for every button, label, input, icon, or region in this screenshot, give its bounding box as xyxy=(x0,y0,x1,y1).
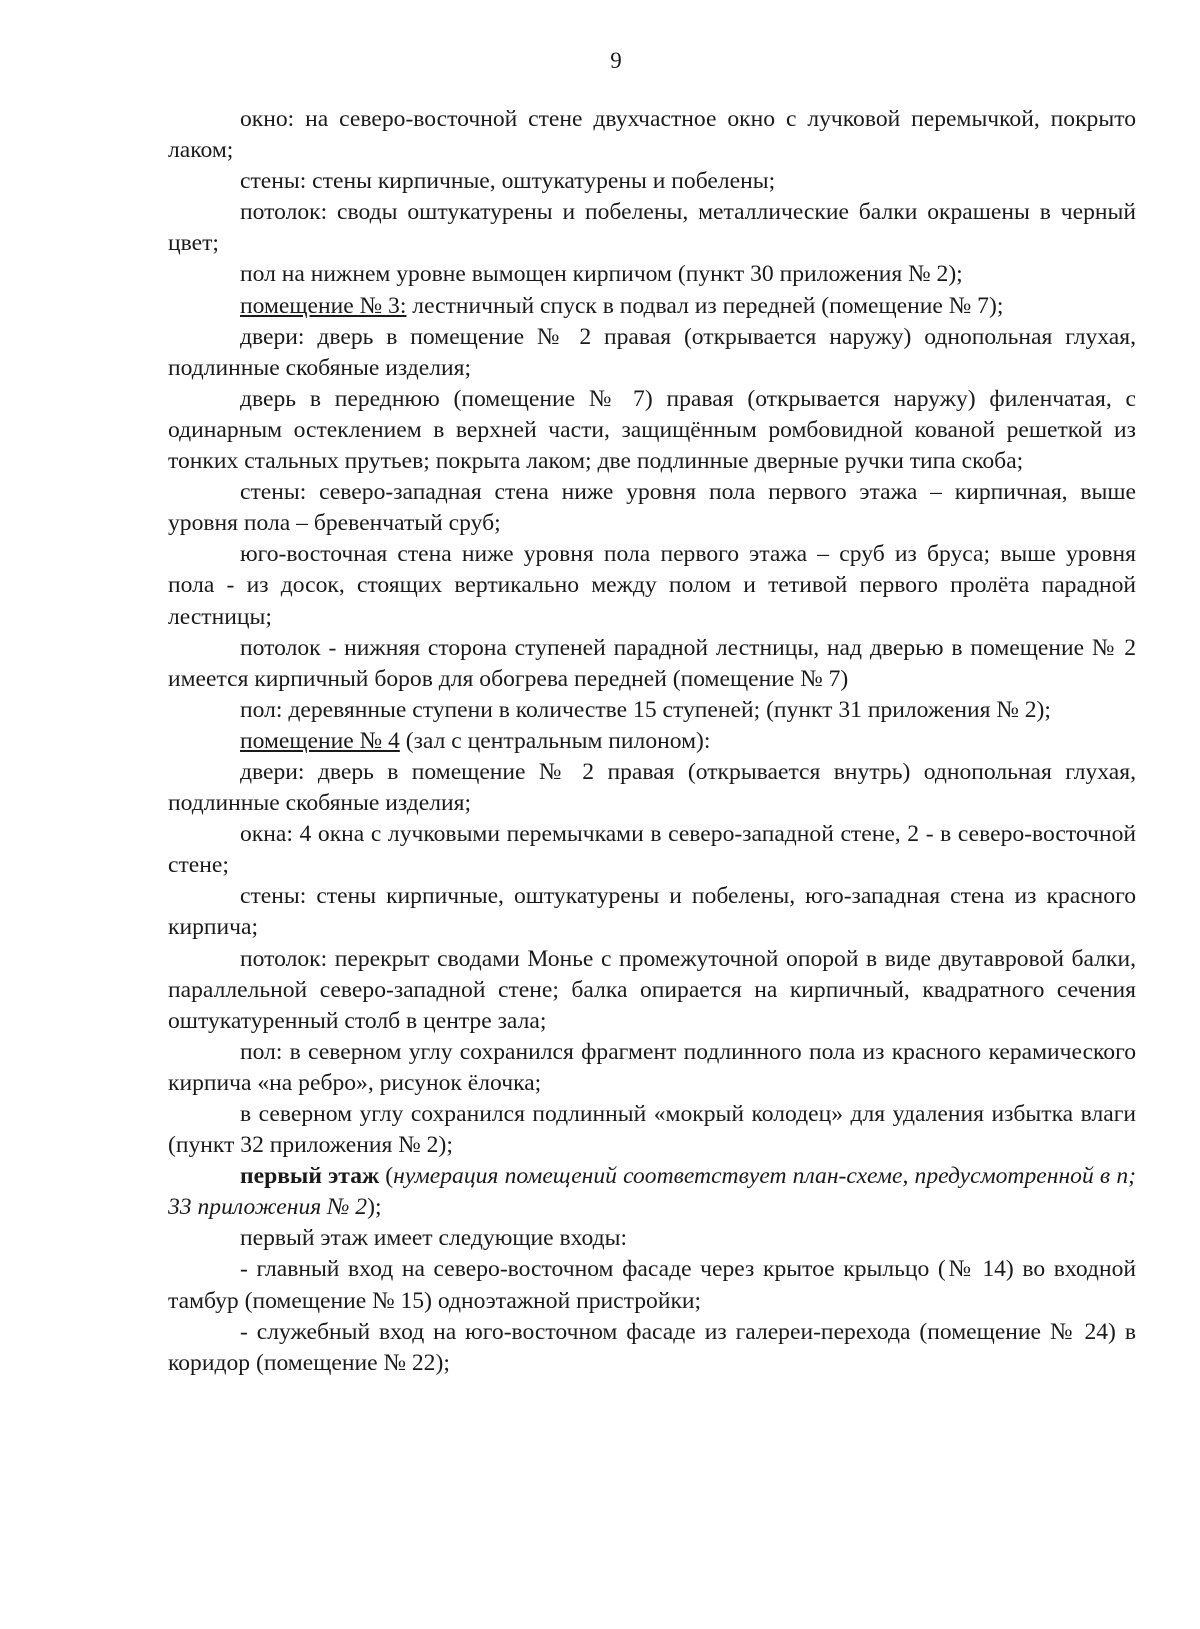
section-paragraph: помещение № 4 (зал с центральным пилоном): xyxy=(240,727,711,754)
paragraph: потолок - нижняя сторона ступеней парадной лестницы, над дверью в помещение № 2 имеется кирпичный боров для обогрева передней (помещение № 7) xyxy=(168,634,1136,692)
section-paragraph: помещение № 3: лестничный спуск в подвал из передней (помещение № 7); xyxy=(240,292,1004,319)
paragraph: пол: в северном углу сохранился фрагмент подлинного пола из красного керамического кирпича «на ребро», рисунок ёлочка; xyxy=(168,1038,1136,1096)
paragraph: в северном углу сохранился подлинный «мокрый колодец» для удаления избытка влаги (пункт 32 приложения № 2); xyxy=(168,1101,1136,1159)
paragraph: первый этаж имеет следующие входы: xyxy=(240,1225,628,1252)
section-heading: помещение № 4 xyxy=(240,727,400,754)
paragraph: пол на нижнем уровне вымощен кирпичом (пункт 30 приложения № 2); xyxy=(240,261,963,288)
paragraph: юго-восточная стена ниже уровня пола первого этажа – сруб из бруса; выше уровня пола - из досок, стоящих вертикально между полом и тетивой первого пролёта парадной лестницы; xyxy=(168,541,1136,630)
paragraph: пол: деревянные ступени в количестве 15 ступеней; (пункт 31 приложения № 2); xyxy=(240,696,1051,723)
paragraph: окно: на северо-восточной стене двухчастное окно с лучковой перемычкой, покрыто лаком; xyxy=(168,106,1136,164)
paragraph: дверь в переднюю (помещение № 7) правая (открывается наружу) филенчатая, с одинарным остеклением в верхней части, защищённым ромбовидной кованой решеткой из тонких стальных прутьев; покрыта лаком; две подлинные дверные ручки типа скоба; xyxy=(168,385,1136,475)
document-body xyxy=(168,104,1136,1379)
paragraph: потолок: своды оштукатурены и побелены, металлические балки окрашены в черный цвет; xyxy=(168,199,1136,257)
paragraph: двери: дверь в помещение № 2 правая (открывается наружу) однопольная глухая, подлинные скобяные изделия; xyxy=(168,323,1136,381)
paragraph: стены: стены кирпичные, оштукатурены и побелены, юго-западная стена из красного кирпича; xyxy=(168,883,1136,941)
floor-note: нумерация помещений соответствует план-схеме, предусмотренной в п; 33 приложения № 2 xyxy=(168,1163,1136,1221)
floor-heading: первый этаж xyxy=(240,1163,380,1190)
section-heading: помещение № 3: xyxy=(240,292,407,319)
paragraph: стены: северо-западная стена ниже уровня пола первого этажа – кирпичная, выше уровня пола – бревенчатый сруб; xyxy=(168,479,1136,537)
paragraph: двери: дверь в помещение № 2 правая (открывается внутрь) однопольная глухая, подлинные скобяные изделия; xyxy=(168,758,1136,817)
paragraph: - главный вход на северо-восточном фасаде через крытое крыльцо (№ 14) во входной тамбур (помещение № 15) одноэтажной пристройки; xyxy=(168,1256,1136,1314)
paragraph: потолок: перекрыт сводами Монье с промежуточной опорой в виде двутавровой балки, параллельной северо-западной стене; балка опирается на кирпичный, квадратного сечения оштукатуренный столб в центре зала; xyxy=(168,945,1136,1034)
page-number: 9 xyxy=(610,48,622,73)
floor-heading-paragraph: первый этаж (нумерация помещений соответствует план-схеме, предусмотренной в п; 33 приложения № 2); xyxy=(168,1163,1136,1221)
paragraph: стены: стены кирпичные, оштукатурены и побелены; xyxy=(240,168,776,195)
paragraph: - служебный вход на юго-восточном фасаде из галереи-перехода (помещение № 24) в коридор (помещение № 22); xyxy=(168,1318,1136,1376)
paragraph: окна: 4 окна с лучковыми перемычками в северо-западной стене, 2 - в северо-восточной стене; xyxy=(168,821,1136,879)
